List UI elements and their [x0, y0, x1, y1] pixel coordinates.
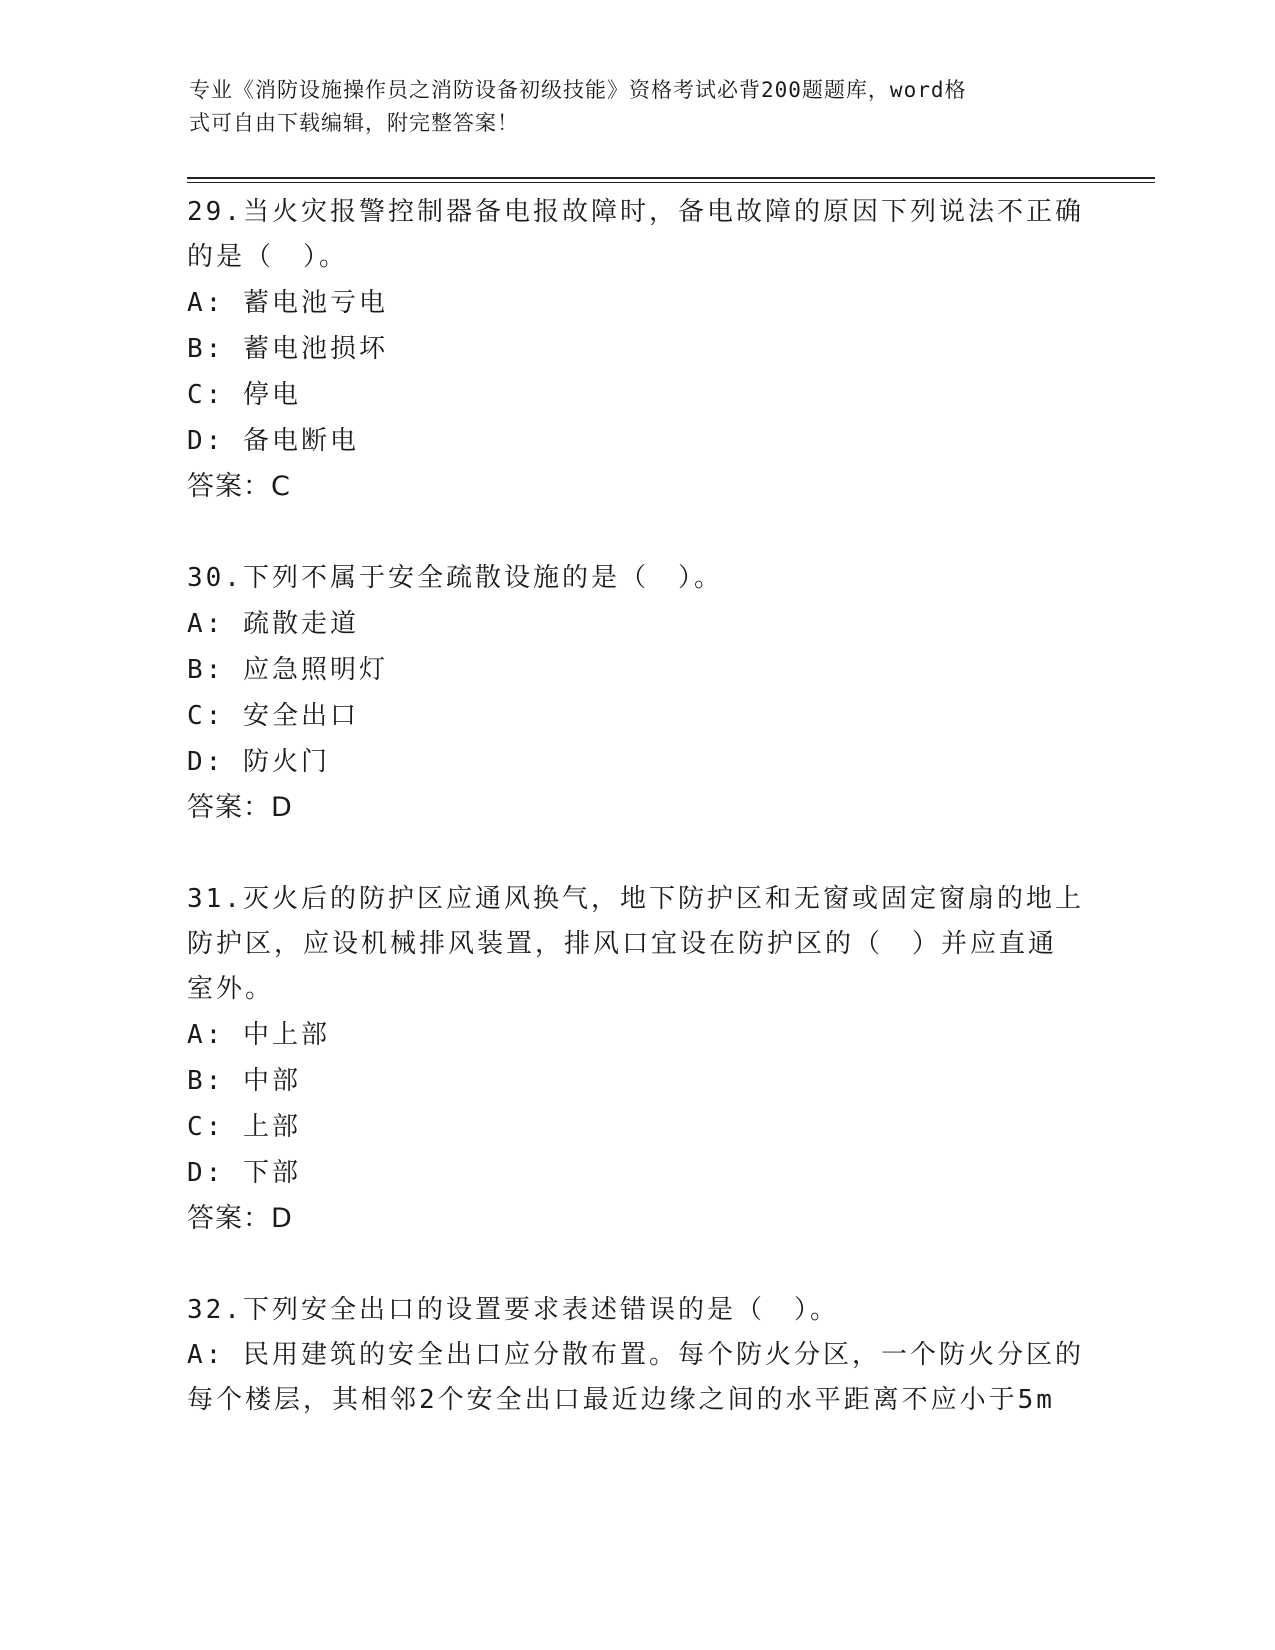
- option-d: D: 防火门: [187, 747, 330, 777]
- option-a: A: 疏散走道: [187, 609, 359, 639]
- question-stem: 30.下列不属于安全疏散设施的是（ ）。: [187, 563, 723, 593]
- question-30: [187, 556, 1087, 831]
- option-d: D: 下部: [187, 1158, 301, 1188]
- spacer: [187, 510, 1087, 556]
- header-rule-thick: [187, 177, 1155, 179]
- spacer: [187, 1242, 1087, 1288]
- option-b: B: 蓄电池损坏: [187, 334, 388, 364]
- question-32: [187, 1288, 1087, 1423]
- option-d: D: 备电断电: [187, 426, 359, 456]
- header-rule-thin: [187, 182, 1155, 183]
- option-b: B: 应急照明灯: [187, 655, 388, 685]
- option-c: C: 上部: [187, 1112, 301, 1142]
- option-a: A: 中上部: [187, 1020, 330, 1050]
- option-c: C: 停电: [187, 380, 301, 410]
- answer: 答案：D: [187, 1203, 293, 1234]
- option-a: A: 民用建筑的安全出口应分散布置。每个防火分区，一个防火分区的 每个楼层，其相邻2个安全出口最近边缘之间的水平距离不应小于5m: [187, 1340, 1084, 1415]
- answer: 答案：C: [187, 471, 291, 502]
- question-29: [187, 190, 1087, 510]
- document-header: 专业《消防设施操作员之消防设备初级技能》资格考试必背200题题库，word格 式可自由下载编辑，附完整答案！: [189, 78, 967, 135]
- answer: 答案：D: [187, 792, 293, 823]
- question-stem: 31.灭火后的防护区应通风换气，地下防护区和无窗或固定窗扇的地上 防护区，应设机械排风装置，排风口宜设在防护区的（ ）并应直通 室外。: [187, 884, 1084, 1004]
- option-a: A: 蓄电池亏电: [187, 288, 388, 318]
- question-stem: 32.下列安全出口的设置要求表述错误的是（ ）。: [187, 1295, 839, 1325]
- question-list: [187, 190, 1087, 1423]
- spacer: [187, 831, 1087, 877]
- option-c: C: 安全出口: [187, 701, 359, 731]
- question-31: [187, 877, 1087, 1242]
- option-b: B: 中部: [187, 1066, 301, 1096]
- question-stem: 29.当火灾报警控制器备电报故障时，备电故障的原因下列说法不正确 的是（ ）。: [187, 197, 1084, 272]
